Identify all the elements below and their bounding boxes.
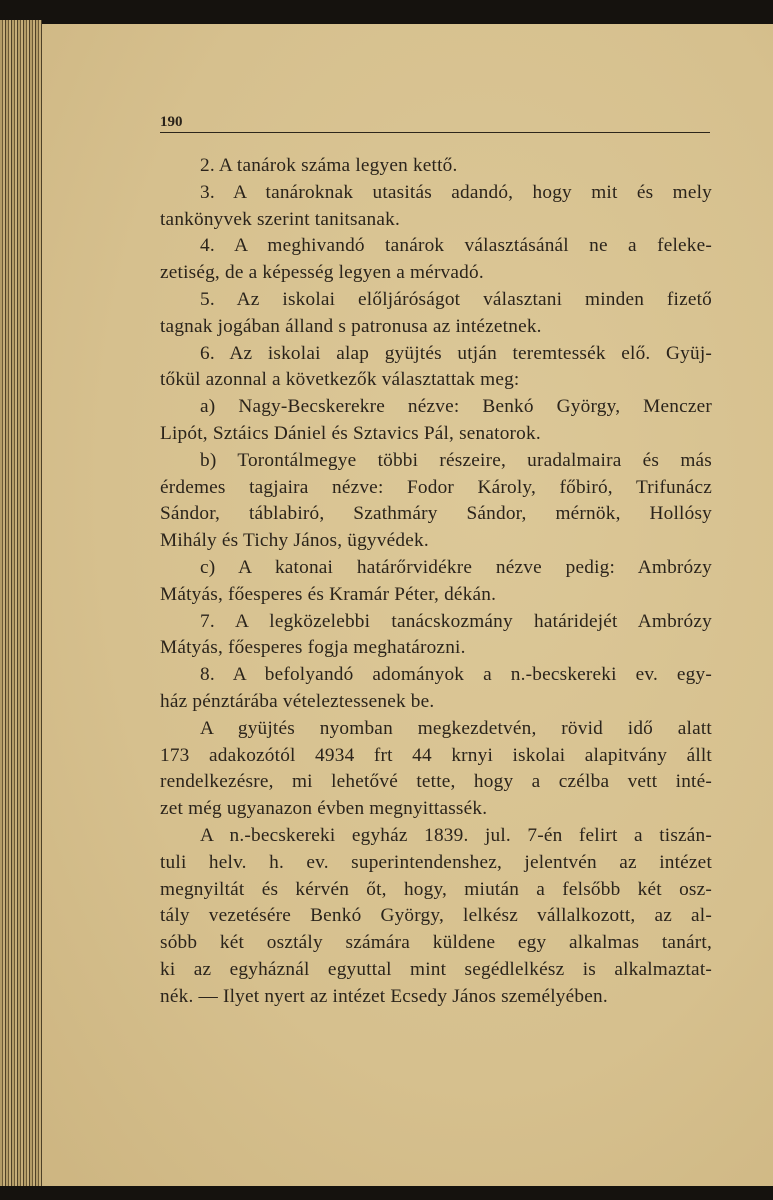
- text-line: c) A katonai határőrvidékre nézve pedig: Ambrózy: [200, 556, 712, 578]
- scan-top-border: [0, 0, 773, 24]
- text-line: rendelkezésre, mi lehetővé tette, hogy a czélba vett inté-: [160, 771, 712, 793]
- paragraph: [160, 555, 712, 609]
- paragraph: [160, 448, 712, 555]
- paragraph: [160, 287, 712, 341]
- text-line: ki az egyháznál egyuttal mint segédlelkész is alkalmaztat-: [160, 958, 712, 980]
- text-line: érdemes tagjaira nézve: Fodor Károly, főbiró, Trifunácz: [160, 476, 712, 498]
- text-line: tagnak jogában álland s patronusa az intézetnek.: [160, 315, 542, 337]
- text-line: 4. A meghivandó tanárok választásánál ne a feleke-: [200, 235, 712, 257]
- text-line: Mátyás, főesperes és Kramár Péter, dékán.: [160, 583, 497, 605]
- text-line: Lipót, Sztáics Dániel és Sztavics Pál, senatorok.: [160, 422, 541, 444]
- text-line: ház pénztárába vételeztessenek be.: [160, 690, 435, 712]
- text-line: sóbb két osztály számára küldene egy alkalmas tanárt,: [160, 932, 712, 954]
- text-line: 173 adakozótól 4934 frt 44 krnyi iskolai alapitvány állt: [160, 744, 712, 766]
- paragraph: [160, 394, 712, 448]
- text-line: nék. — Ilyet nyert az intézet Ecsedy János személyében.: [160, 985, 608, 1007]
- text-line: 7. A legközelebbi tanácskozmány határidejét Ambrózy: [200, 610, 712, 632]
- text-line: tőkül azonnal a következők választattak meg:: [160, 369, 520, 391]
- text-line: zetiség, de a képesség legyen a mérvadó.: [160, 262, 484, 284]
- page-number: 190: [160, 114, 183, 130]
- text-line: tály vezetésére Benkó György, lelkész vállalkozott, az al-: [160, 905, 712, 927]
- text-line: 5. Az iskolai előljáróságot választani minden fizető: [200, 288, 712, 310]
- text-line: 2. A tanárok száma legyen kettő.: [200, 155, 458, 176]
- text-line: b) Torontálmegye többi részeire, uradalmaira és más: [200, 449, 712, 471]
- text-line: zet még ugyanazon évben megnyittassék.: [160, 798, 488, 820]
- text-line: 6. Az iskolai alap gyüjtés utján teremtessék elő. Gyüj-: [200, 342, 712, 364]
- page-header: [160, 114, 710, 133]
- text-line: 8. A befolyandó adományok a n.-becskereki ev. egy-: [200, 664, 712, 686]
- text-line: Mihály és Tichy János, ügyvédek.: [160, 530, 429, 552]
- text-line: tuli helv. h. ev. superintendenshez, jelentvén az intézet: [160, 851, 712, 873]
- paragraph: [160, 662, 712, 716]
- text-line: a) Nagy-Becskerekre nézve: Benkó György, Menczer: [200, 396, 712, 418]
- text-line: A gyüjtés nyomban megkezdetvén, rövid idő alatt: [200, 717, 712, 739]
- text-line: tankönyvek szerint tanitsanak.: [160, 208, 400, 230]
- text-line: Mátyás, főesperes fogja meghatározni.: [160, 637, 466, 659]
- book-page-edges: [0, 20, 42, 1190]
- paragraph: [160, 609, 712, 663]
- paragraph: [160, 180, 712, 234]
- paragraph: [160, 153, 712, 180]
- paragraph: [160, 341, 712, 395]
- text-line: megnyiltát és kérvén őt, hogy, miután a felsőbb két osz-: [160, 878, 712, 900]
- text-line: 3. A tanároknak utasitás adandó, hogy mit és mely: [200, 181, 712, 203]
- text-line: Sándor, táblabiró, Szathmáry Sándor, mérnök, Hollósy: [160, 503, 712, 525]
- scan-bottom-border: [0, 1186, 773, 1200]
- body-text: [160, 153, 712, 1011]
- paragraph: [160, 823, 712, 1011]
- paragraph: [160, 233, 712, 287]
- paragraph: [160, 716, 712, 823]
- text-line: A n.-becskereki egyház 1839. jul. 7-én felirt a tiszán-: [200, 824, 712, 846]
